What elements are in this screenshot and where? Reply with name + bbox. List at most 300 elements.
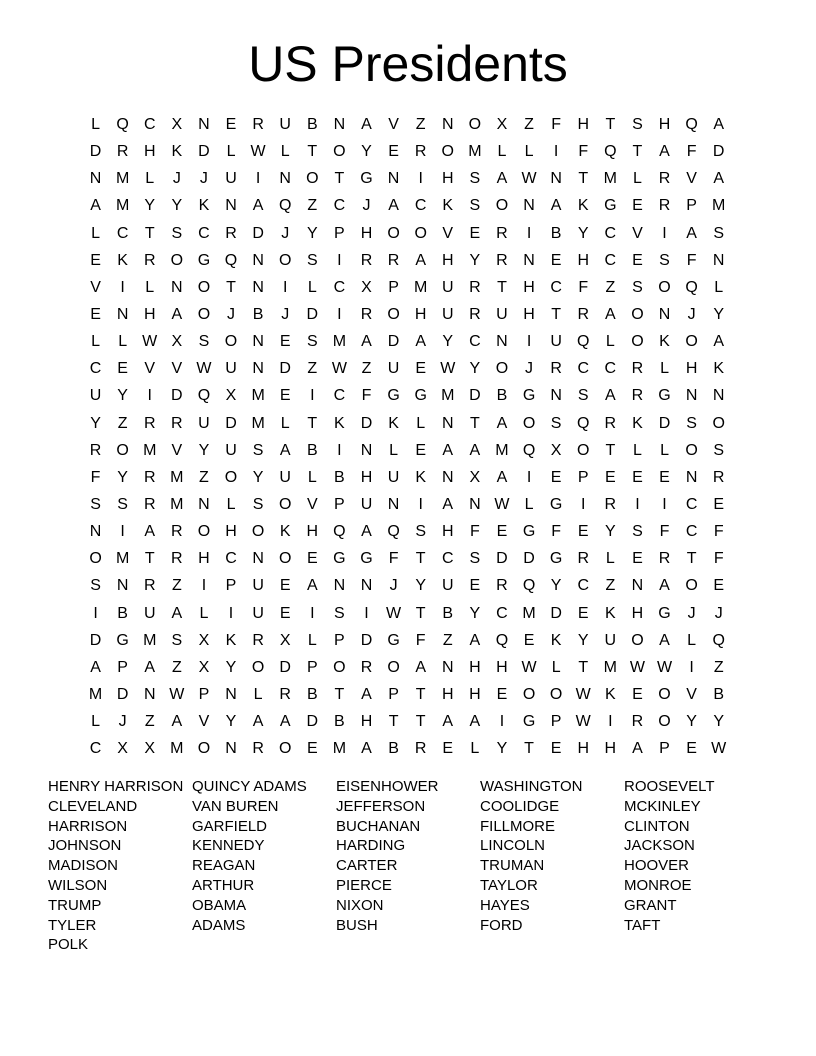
grid-letter: P: [334, 631, 345, 649]
grid-letter: N: [333, 577, 346, 595]
grid-letter: M: [603, 170, 617, 188]
grid-letter: V: [632, 224, 643, 242]
grid-letter: Y: [117, 387, 128, 405]
grid-letter: T: [144, 550, 155, 568]
grid-letter: Q: [224, 251, 238, 269]
grid-letter: Z: [307, 360, 318, 378]
grid-letter: A: [361, 333, 372, 351]
grid-letter: W: [575, 685, 591, 703]
grid-letter: N: [712, 387, 725, 405]
grid-letter: O: [658, 713, 671, 731]
grid-letter: A: [252, 197, 264, 215]
grid-letter: U: [387, 360, 400, 378]
grid-letter: E: [577, 604, 589, 622]
grid-letter: R: [658, 550, 671, 568]
grid-letter: I: [635, 495, 640, 513]
grid-letter: S: [577, 387, 589, 405]
grid-letter: A: [659, 631, 670, 649]
grid-letter: L: [632, 170, 642, 188]
grid-letter: J: [389, 577, 398, 595]
grid-letter: K: [550, 631, 562, 649]
grid-letter: G: [522, 387, 536, 405]
grid-letter: R: [143, 414, 156, 432]
grid-letter: E: [415, 360, 426, 378]
grid-letter: C: [198, 224, 210, 242]
grid-letter: O: [631, 631, 644, 649]
grid-letter: G: [549, 550, 563, 568]
grid-letter: O: [251, 523, 265, 541]
grid-letter: N: [116, 577, 129, 595]
grid-letter: O: [414, 224, 427, 242]
word-list-item: LINCOLN: [480, 837, 546, 855]
grid-letter: T: [551, 305, 562, 323]
grid-letter: W: [629, 658, 645, 676]
word-list-item: CLEVELAND: [48, 797, 138, 815]
grid-letter: W: [494, 495, 510, 513]
grid-letter: W: [331, 360, 347, 378]
grid-letter: K: [334, 414, 345, 432]
grid-letter: A: [469, 631, 481, 649]
grid-letter: N: [198, 495, 210, 513]
word-list-item: ROOSEVELT: [624, 778, 715, 795]
grid-letter: L: [524, 495, 534, 513]
grid-letter: T: [388, 713, 399, 731]
grid-letter: O: [278, 251, 292, 269]
grid-letter: D: [89, 143, 102, 161]
grid-letter: O: [116, 441, 129, 459]
grid-letter: N: [252, 278, 264, 296]
grid-letter: M: [115, 197, 130, 215]
grid-letter: U: [89, 387, 102, 405]
grid-letter: S: [90, 577, 101, 595]
grid-letter: J: [687, 305, 696, 323]
word-list-item: MONROE: [624, 876, 692, 894]
word-list-item: JACKSON: [624, 837, 695, 855]
grid-letter: O: [333, 143, 346, 161]
grid-letter: N: [523, 251, 535, 269]
grid-letter: I: [608, 713, 613, 731]
word-list-item: NIXON: [336, 896, 384, 914]
word-list-item: QUINCY ADAMS: [192, 778, 307, 795]
grid-letter: P: [686, 197, 697, 215]
grid-letter: B: [334, 468, 345, 486]
grid-letter: H: [143, 305, 156, 323]
grid-letter: C: [685, 495, 698, 513]
grid-letter: Z: [171, 658, 182, 676]
grid-letter: V: [171, 441, 183, 459]
grid-letter: A: [659, 577, 670, 595]
grid-letter: A: [442, 713, 454, 731]
grid-letter: L: [660, 360, 669, 378]
grid-letter: K: [388, 414, 399, 432]
grid-letter: W: [386, 604, 402, 622]
grid-letter: L: [91, 116, 100, 133]
grid-letter: E: [90, 251, 101, 269]
grid-letter: K: [415, 468, 426, 486]
grid-letter: F: [686, 251, 697, 269]
grid-letter: Q: [577, 414, 590, 432]
grid-letter: Q: [604, 143, 617, 161]
grid-letter: L: [632, 441, 642, 459]
word-list-item: REAGAN: [192, 857, 256, 875]
grid-letter: O: [658, 278, 671, 296]
grid-letter: D: [387, 333, 400, 351]
grid-letter: Y: [469, 604, 481, 622]
grid-letter: B: [306, 116, 318, 133]
grid-letter: X: [117, 740, 128, 758]
grid-letter: G: [116, 631, 129, 649]
grid-letter: O: [333, 658, 346, 676]
grid-letter: H: [523, 305, 535, 323]
grid-letter: Y: [442, 333, 454, 351]
grid-letter: A: [252, 713, 264, 731]
word-list-item: JEFFERSON: [336, 797, 426, 815]
grid-letter: E: [442, 740, 454, 758]
grid-letter: N: [631, 577, 644, 595]
grid-letter: G: [658, 604, 671, 622]
grid-letter: E: [550, 251, 562, 269]
grid-letter: T: [334, 685, 345, 703]
grid-letter: X: [550, 441, 562, 459]
grid-letter: V: [686, 170, 697, 188]
grid-letter: I: [337, 441, 342, 459]
grid-letter: W: [440, 360, 456, 378]
grid-letter: U: [143, 604, 156, 622]
grid-letter: X: [198, 631, 210, 649]
grid-letter: O: [685, 333, 698, 351]
grid-letter: R: [496, 577, 508, 595]
grid-letter: O: [387, 224, 400, 242]
grid-letter: V: [90, 278, 101, 296]
grid-letter: H: [469, 658, 481, 676]
grid-letter: I: [147, 387, 152, 405]
grid-letter: R: [252, 631, 264, 649]
grid-letter: N: [89, 523, 102, 541]
grid-letter: T: [605, 116, 616, 133]
grid-letter: B: [306, 685, 318, 703]
grid-letter: Z: [361, 360, 372, 378]
grid-letter: S: [198, 333, 210, 351]
grid-letter: I: [120, 278, 125, 296]
grid-letter: M: [712, 197, 726, 215]
grid-letter: E: [279, 604, 291, 622]
grid-letter: W: [711, 740, 727, 758]
grid-letter: P: [117, 658, 128, 676]
grid-letter: G: [522, 523, 536, 541]
grid-letter: B: [306, 441, 318, 459]
grid-letter: E: [469, 224, 481, 242]
grid-letter: T: [469, 414, 480, 432]
grid-letter: R: [171, 414, 183, 432]
grid-letter: K: [442, 197, 454, 215]
grid-letter: A: [144, 523, 156, 541]
grid-letter: A: [306, 577, 318, 595]
grid-letter: M: [88, 685, 103, 703]
grid-letter: C: [685, 523, 698, 541]
grid-letter: G: [197, 251, 211, 269]
grid-letter: S: [686, 414, 697, 432]
grid-letter: A: [632, 740, 643, 758]
grid-letter: A: [361, 116, 372, 133]
grid-letter: E: [632, 468, 643, 486]
grid-letter: I: [662, 495, 667, 513]
grid-letter: A: [171, 305, 183, 323]
grid-letter: S: [469, 550, 481, 568]
grid-letter: C: [441, 550, 454, 568]
grid-letter: X: [496, 116, 508, 133]
grid-letter: C: [550, 278, 562, 296]
grid-letter: N: [658, 305, 671, 323]
grid-letter: K: [604, 685, 616, 703]
grid-letter: O: [197, 740, 211, 758]
grid-letter: N: [198, 116, 210, 133]
grid-letter: O: [522, 685, 536, 703]
grid-letter: B: [117, 604, 128, 622]
grid-letter: G: [387, 631, 400, 649]
grid-letter: H: [225, 523, 237, 541]
grid-letter: O: [468, 116, 482, 133]
grid-letter: H: [496, 658, 508, 676]
grid-letter: P: [334, 495, 345, 513]
grid-letter: G: [360, 170, 373, 188]
grid-letter: N: [441, 414, 454, 432]
word-list-item: GRANT: [624, 896, 677, 914]
grid-letter: O: [278, 740, 292, 758]
grid-letter: A: [361, 685, 372, 703]
grid-letter: N: [225, 685, 237, 703]
grid-letter: A: [388, 197, 399, 215]
grid-letter: D: [658, 414, 671, 432]
grid-letter: I: [418, 170, 423, 188]
grid-letter: Y: [496, 740, 508, 758]
grid-letter: W: [521, 170, 537, 188]
grid-letter: N: [685, 468, 698, 486]
grid-letter: J: [172, 170, 181, 188]
grid-letter: H: [577, 740, 590, 758]
grid-letter: F: [686, 143, 697, 161]
grid-letter: H: [441, 523, 454, 541]
grid-letter: W: [656, 658, 673, 676]
grid-letter: N: [279, 170, 291, 188]
grid-letter: P: [306, 658, 318, 676]
grid-letter: N: [441, 468, 454, 486]
grid-letter: R: [143, 468, 156, 486]
grid-letter: F: [578, 278, 589, 296]
grid-letter: M: [414, 278, 428, 296]
grid-letter: L: [145, 170, 155, 188]
grid-letter: E: [632, 251, 643, 269]
grid-letter: N: [225, 197, 237, 215]
grid-letter: R: [577, 550, 590, 568]
grid-letter: N: [225, 740, 237, 758]
grid-letter: R: [496, 251, 508, 269]
grid-letter: A: [713, 116, 725, 133]
grid-letter: A: [469, 713, 481, 731]
grid-letter: M: [170, 740, 184, 758]
grid-letter: E: [686, 740, 697, 758]
grid-letter: R: [360, 251, 373, 269]
grid-letter: R: [225, 224, 237, 242]
grid-letter: G: [604, 197, 617, 215]
word-list-item: VAN BUREN: [192, 797, 279, 815]
grid-letter: A: [415, 333, 426, 351]
grid-letter: U: [550, 333, 562, 351]
grid-letter: H: [143, 143, 156, 161]
grid-letter: L: [118, 333, 128, 351]
grid-letter: Y: [469, 360, 481, 378]
grid-letter: H: [631, 604, 644, 622]
grid-letter: A: [550, 197, 562, 215]
grid-letter: L: [226, 495, 236, 513]
grid-letter: P: [550, 713, 562, 731]
grid-letter: I: [228, 604, 234, 622]
grid-letter: S: [252, 441, 264, 459]
grid-letter: V: [171, 360, 183, 378]
grid-letter: A: [496, 170, 508, 188]
grid-letter: L: [307, 278, 317, 296]
grid-letter: O: [631, 305, 644, 323]
word-list-item: MADISON: [48, 857, 119, 875]
grid-letter: D: [116, 685, 129, 703]
grid-letter: F: [713, 523, 724, 541]
grid-letter: M: [143, 631, 157, 649]
grid-letter: W: [142, 333, 158, 351]
grid-letter: L: [226, 143, 236, 161]
grid-letter: G: [414, 387, 427, 405]
grid-letter: Z: [442, 631, 453, 649]
grid-letter: O: [387, 305, 400, 323]
grid-letter: R: [631, 713, 644, 731]
grid-letter: K: [279, 523, 291, 541]
grid-letter: R: [116, 143, 129, 161]
grid-letter: Y: [117, 468, 128, 486]
grid-letter: U: [279, 116, 291, 133]
grid-letter: M: [441, 387, 455, 405]
grid-letter: L: [605, 550, 615, 568]
grid-letter: R: [360, 658, 373, 676]
grid-letter: S: [659, 251, 670, 269]
grid-letter: Q: [522, 441, 536, 459]
grid-letter: R: [469, 305, 481, 323]
grid-letter: Y: [713, 713, 725, 731]
grid-letter: K: [604, 604, 616, 622]
grid-letter: N: [116, 305, 129, 323]
word-list-item: ADAMS: [192, 916, 246, 934]
grid-letter: H: [306, 523, 319, 541]
grid-letter: N: [333, 116, 346, 133]
grid-letter: Q: [333, 523, 346, 541]
grid-letter: X: [198, 658, 210, 676]
grid-letter: T: [524, 740, 534, 758]
grid-letter: Y: [550, 577, 562, 595]
grid-letter: O: [685, 441, 698, 459]
grid-letter: G: [522, 713, 536, 731]
grid-letter: E: [713, 577, 725, 595]
grid-letter: R: [171, 550, 183, 568]
grid-letter: N: [360, 441, 373, 459]
grid-letter: C: [496, 604, 508, 622]
grid-letter: J: [281, 305, 290, 323]
grid-letter: D: [225, 414, 237, 432]
grid-letter: O: [278, 550, 292, 568]
grid-letter: L: [524, 143, 534, 161]
grid-letter: E: [659, 468, 670, 486]
grid-letter: O: [658, 685, 671, 703]
grid-letter: S: [252, 495, 264, 513]
grid-letter: Y: [577, 631, 589, 649]
grid-letter: E: [279, 387, 291, 405]
word-list-item: MCKINLEY: [624, 797, 701, 815]
grid-letter: F: [415, 631, 426, 649]
grid-letter: T: [578, 170, 589, 188]
grid-letter: P: [225, 577, 237, 595]
grid-letter: Q: [278, 197, 292, 215]
grid-letter: E: [550, 468, 562, 486]
grid-letter: E: [469, 577, 481, 595]
grid-letter: O: [631, 333, 644, 351]
grid-letter: D: [252, 224, 264, 242]
grid-letter: G: [333, 550, 346, 568]
grid-letter: X: [469, 468, 481, 486]
grid-letter: O: [387, 658, 400, 676]
grid-letter: L: [470, 740, 480, 758]
grid-letter: T: [578, 658, 589, 676]
grid-letter: D: [469, 387, 481, 405]
grid-letter: H: [360, 713, 373, 731]
grid-letter: O: [224, 333, 238, 351]
grid-letter: N: [360, 577, 373, 595]
grid-letter: X: [144, 740, 156, 758]
grid-letter: L: [551, 658, 561, 676]
grid-letter: U: [225, 360, 237, 378]
grid-letter: S: [632, 116, 643, 133]
grid-letter: A: [496, 414, 508, 432]
grid-letter: Y: [252, 468, 264, 486]
grid-letter: N: [252, 333, 264, 351]
grid-letter: W: [169, 685, 185, 703]
grid-letter: J: [281, 224, 290, 242]
grid-letter: Y: [144, 197, 156, 215]
grid-letter: I: [255, 170, 261, 188]
grid-letter: E: [604, 468, 616, 486]
grid-letter: I: [282, 278, 288, 296]
grid-letter: E: [632, 685, 643, 703]
grid-letter: E: [388, 143, 399, 161]
grid-letter: D: [360, 414, 373, 432]
word-list-item: POLK: [48, 936, 89, 954]
grid-letter: H: [469, 685, 481, 703]
grid-letter: M: [170, 468, 184, 486]
grid-letter: C: [333, 278, 346, 296]
grid-letter: R: [604, 414, 617, 432]
grid-letter: A: [279, 713, 291, 731]
grid-letter: C: [225, 550, 237, 568]
grid-letter: D: [550, 604, 562, 622]
grid-letter: L: [280, 143, 290, 161]
grid-letter: J: [199, 170, 208, 188]
grid-letter: B: [442, 604, 454, 622]
grid-letter: U: [198, 414, 210, 432]
grid-letter: Y: [686, 713, 697, 731]
grid-letter: L: [91, 713, 100, 731]
grid-letter: N: [441, 116, 454, 133]
grid-letter: A: [415, 658, 426, 676]
grid-letter: M: [468, 143, 482, 161]
grid-letter: A: [90, 197, 101, 215]
grid-letter: T: [415, 685, 426, 703]
grid-letter: U: [441, 577, 454, 595]
grid-letter: E: [279, 333, 291, 351]
